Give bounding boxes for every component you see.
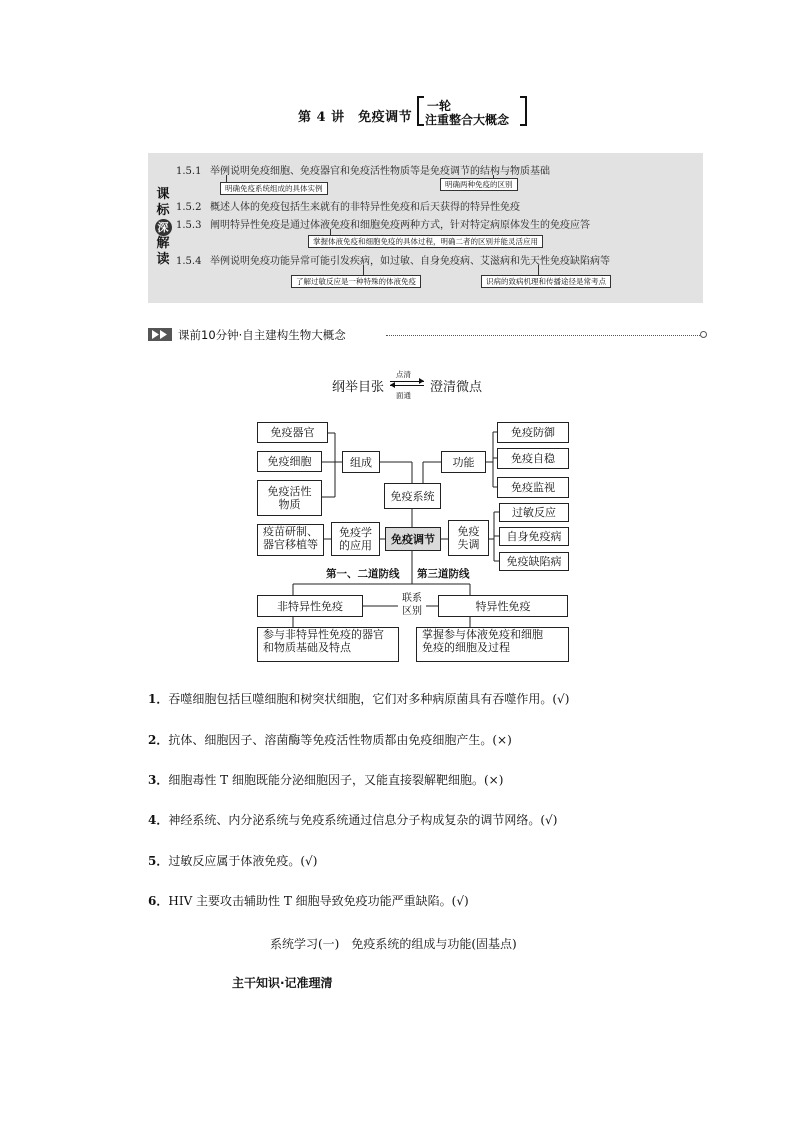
subtitle-arrow-top: 点清: [396, 370, 411, 379]
node-autoimmune-disease: 自身免疫病: [499, 527, 569, 546]
note-box: 明确免疫系统组成的具体实例: [220, 182, 328, 195]
bracket-left: [417, 96, 424, 126]
node-compose: 组成: [342, 451, 380, 473]
difference-text: 区别: [402, 606, 422, 617]
node-text-line: 参与非特异性免疫的器官: [263, 628, 384, 641]
main-knowledge-heading: 主干知识·记准理清: [232, 976, 333, 990]
map-subtitle: [0, 368, 794, 400]
standard-row: [176, 252, 610, 267]
statement-item: [148, 892, 469, 909]
statement-item: [148, 771, 503, 788]
node-text-line: 疫苗研制、: [263, 525, 318, 538]
arrow-left-line: [390, 385, 424, 386]
standard-number: 1.5.3: [176, 220, 202, 231]
standard-number: 1.5.1: [176, 166, 202, 177]
lesson-title: [0, 96, 794, 130]
node-text-line: 失调: [457, 538, 480, 551]
node-immunodeficiency: 免疫缺陷病: [499, 552, 569, 571]
note-connector: [538, 265, 539, 275]
statement-text: 过敏反应属于体液免疫。(√): [168, 854, 318, 868]
node-immune-system: 免疫系统: [384, 483, 441, 509]
ring-icon: [700, 331, 707, 338]
note-box: 掌握体液免疫和细胞免疫的具体过程，明确二者的区别并能灵活应用: [308, 235, 543, 248]
node-text-line: 的应用: [339, 539, 372, 552]
standard-text: 阐明特异性免疫是通过体液免疫和细胞免疫两种方式，针对特定病原体发生的免疫应答: [210, 220, 590, 231]
note-box: 明确两种免疫的区别: [440, 178, 518, 191]
standard-text: 举例说明免疫功能异常可能引发疾病，如过敏、自身免疫病、艾滋病和先天性免疫缺陷病等: [210, 256, 610, 267]
node-immune-cell: 免疫细胞: [257, 451, 322, 472]
statement-text: 细胞毒性 T 细胞既能分泌细胞因子，又能直接裂解靶细胞。(×): [168, 773, 504, 787]
node-text-line: 器官移植等: [263, 538, 318, 551]
side-char: 读: [156, 252, 170, 267]
statement-number: 3．: [148, 773, 169, 787]
standard-row: [176, 216, 590, 231]
node-specific-detail: [416, 627, 569, 662]
statement-item: [148, 852, 317, 869]
node-text-line: 和物质基础及特点: [263, 641, 351, 654]
node-function: 功能: [441, 451, 486, 473]
statement-number: 6．: [148, 894, 169, 908]
standards-box: [148, 153, 703, 303]
node-immune-organ: 免疫器官: [257, 422, 328, 443]
dotted-rule: [386, 335, 700, 336]
title-bracket: [417, 96, 527, 126]
arrow-left-icon: [390, 382, 395, 388]
node-nonspecific-immunity: 非特异性免疫: [257, 595, 363, 617]
statement-number: 1．: [148, 692, 169, 706]
statement-item: [148, 731, 512, 748]
statement-number: 5．: [148, 854, 169, 868]
statement-text: HIV 主要攻击辅助性 T 细胞导致免疫功能严重缺陷。(√): [168, 894, 469, 908]
node-immune-regulation: 免疫调节: [385, 527, 441, 551]
statement-text: 神经系统、内分泌系统与免疫系统通过信息分子构成复杂的调节网络。(√): [168, 813, 558, 827]
statement-item: [148, 811, 557, 828]
node-immunology-application: [331, 522, 380, 556]
section-header: [148, 327, 708, 343]
node-nonspecific-detail: [257, 627, 399, 662]
standard-text: 概述人体的免疫包括生来就有的非特异性免疫和后天获得的特异性免疫: [210, 202, 520, 213]
side-char: 解: [156, 236, 170, 251]
double-arrow-icon: [148, 328, 172, 341]
node-text-line: 免疫活性: [267, 485, 312, 498]
side-char-circled: 深: [155, 219, 172, 236]
standard-row: [176, 198, 520, 213]
system-study-heading: 系统学习(一) 免疫系统的组成与功能(固基点): [270, 937, 517, 951]
node-text-line: 免疫学: [339, 526, 372, 539]
subtitle-left: 纲举目张: [332, 380, 385, 395]
arrow-right-icon: [419, 378, 424, 384]
bracket-right: [520, 96, 527, 126]
node-immune-defense: 免疫防御: [497, 422, 569, 443]
note-connector: [363, 265, 364, 275]
bracket-line-2: 注重整合大概念: [425, 113, 510, 127]
subtitle-arrow-bottom: 面通: [396, 391, 411, 400]
note-box: 识病的致病机理和传播途径是常考点: [481, 275, 611, 288]
statement-text: 抗体、细胞因子、溶菌酶等免疫活性物质都由免疫细胞产生。(×): [168, 733, 512, 747]
section-header-text: 课前10分钟·自主建构生物大概念: [178, 328, 346, 342]
standard-text: 举例说明免疫细胞、免疫器官和免疫活性物质等是免疫调节的结构与物质基础: [210, 166, 550, 177]
side-char: 课: [156, 187, 170, 202]
node-vaccine-transplant: [257, 524, 324, 556]
link-text: 联系: [402, 593, 422, 604]
statement-item: [148, 690, 569, 707]
bracket-line-1: 一轮: [427, 99, 452, 113]
node-specific-immunity: 特异性免疫: [438, 595, 568, 617]
node-text-line: 免疫: [457, 525, 480, 538]
subtitle-right: 澄清微点: [430, 380, 483, 395]
label-first-second-line: 第一、二道防线: [326, 568, 400, 580]
statement-number: 2．: [148, 733, 169, 747]
note-box: 了解过敏反应是一种特殊的体液免疫: [291, 275, 421, 288]
node-allergy: 过敏反应: [499, 503, 569, 522]
node-text-line: 免疫的细胞及过程: [422, 641, 510, 654]
node-immune-stability: 免疫自稳: [497, 448, 569, 469]
statement-text: 吞噬细胞包括巨噬细胞和树突状细胞，它们对多种病原菌具有吞噬作用。(√): [168, 692, 570, 706]
standard-number: 1.5.4: [176, 256, 202, 267]
node-immune-active-substance: [257, 480, 322, 516]
node-immune-disorder: [448, 520, 489, 556]
label-third-line: 第三道防线: [417, 568, 470, 580]
node-immune-surveillance: 免疫监视: [497, 477, 569, 498]
lesson-title-text: 第 4 讲 免疫调节: [298, 110, 413, 125]
side-char: 标: [156, 203, 170, 218]
label-link-difference: [398, 592, 426, 618]
standards-side-label: [154, 187, 172, 268]
node-text-line: 掌握参与体液免疫和细胞: [422, 628, 543, 641]
statement-number: 4．: [148, 813, 169, 827]
node-text-line: 物质: [278, 498, 301, 511]
standard-number: 1.5.2: [176, 202, 202, 213]
